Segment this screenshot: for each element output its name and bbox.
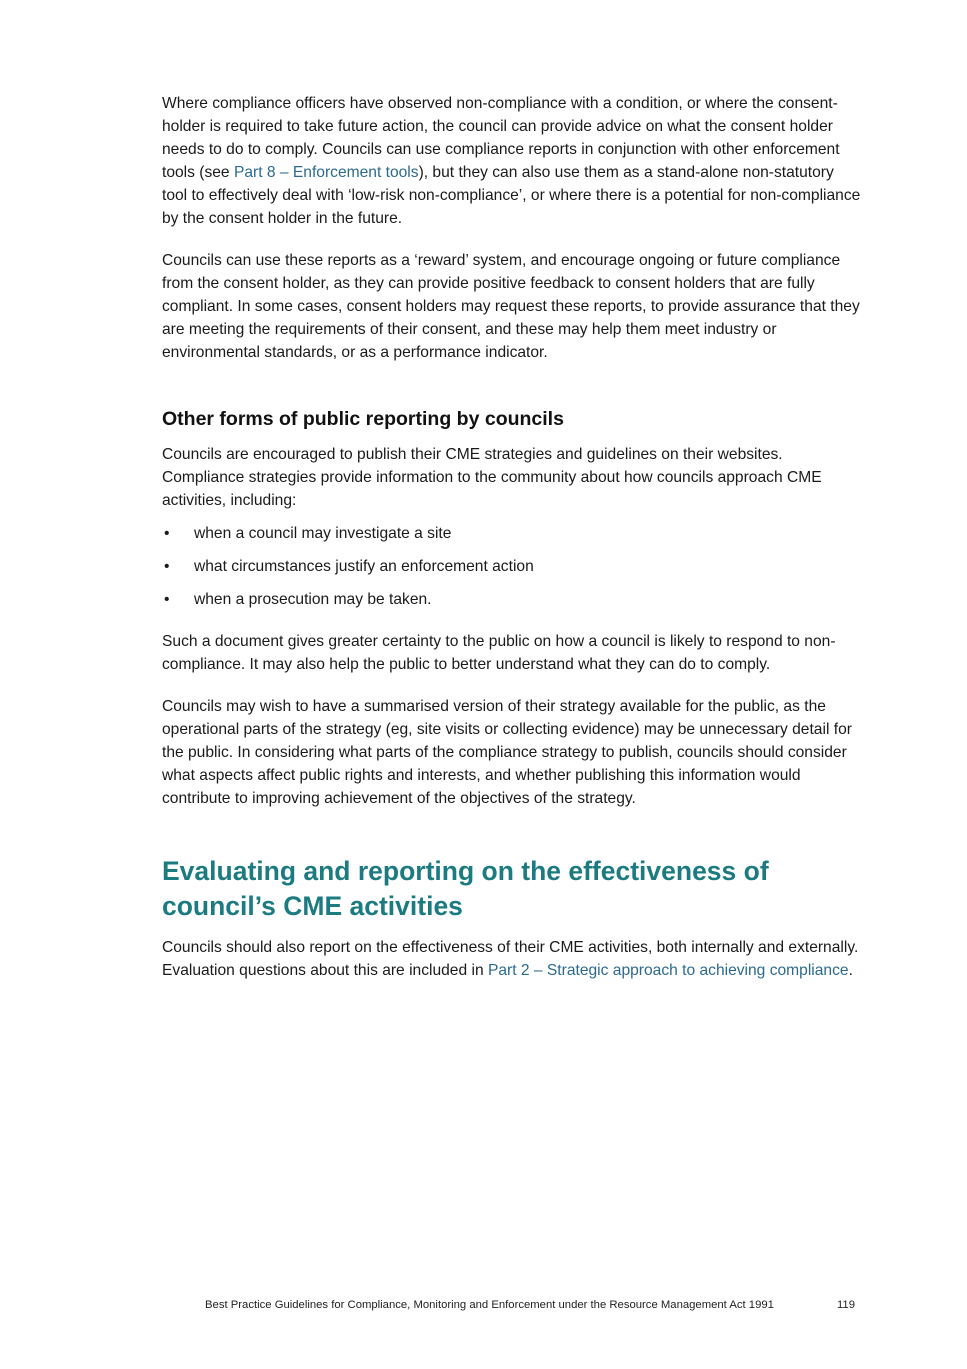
bullet-icon: • bbox=[164, 525, 170, 542]
document-page bbox=[162, 92, 862, 982]
section-heading-public-reporting: Other forms of public reporting by councils bbox=[162, 408, 564, 430]
list-item-text: when a prosecution may be taken. bbox=[194, 591, 432, 608]
list-item-text: when a council may investigate a site bbox=[194, 525, 452, 542]
paragraph-certainty: Such a document gives greater certainty to the public on how a council is likely to respond to non-compliance. It may also help the public to better understand what they can do to comply. bbox=[162, 633, 836, 673]
list-item bbox=[162, 588, 862, 611]
paragraph-text: Councils should also report on the effectiveness of their CME activities, both internally and externally. Evaluation questions about this are included in bbox=[162, 939, 859, 979]
bullet-list bbox=[162, 522, 862, 611]
link-part-8-enforcement-tools[interactable]: Part 8 – Enforcement tools bbox=[233, 164, 419, 181]
paragraph-summarised-version: Councils may wish to have a summarised version of their strategy available for the public, as the operational parts of the strategy (eg, site visits or collecting evidence) may be unnecessary detail for the public. In considering what parts of the compliance strategy to publish, councils should consider what aspects affect public rights and interests, and whether publishing this information would contribute to improving achievement of the objectives of the strategy. bbox=[162, 698, 852, 807]
page-number: 119 bbox=[836, 1299, 855, 1311]
paragraph-text: . bbox=[848, 962, 853, 979]
bullet-icon: • bbox=[164, 591, 170, 608]
paragraph-text: Where compliance officers have observed non-compliance with a condition, or where the consent-holder is required to take future action, the council can provide advice on what the consent holder needs to do to comply. Councils can use compliance reports in conjunction with other enforcement tools (see bbox=[162, 95, 840, 181]
paragraph-compliance-advice bbox=[162, 92, 862, 230]
paragraph-strategies-intro: Councils are encouraged to publish their CME strategies and guidelines on their websites. Compliance strategies provide information to the community about how councils approach CME activities, including: bbox=[162, 446, 822, 509]
bullet-icon: • bbox=[164, 558, 170, 575]
main-heading-evaluating: Evaluating and reporting on the effectiveness of council’s CME activities bbox=[162, 856, 769, 921]
paragraph-text: ), but they can also use them as a stand-alone non-statutory tool to effectively deal with ‘low-risk non-compliance’, or where there is a potential for non-compliance by the consent holder in the future. bbox=[162, 164, 861, 227]
paragraph-report-effectiveness bbox=[162, 936, 862, 982]
paragraph-reward-system: Councils can use these reports as a ‘reward’ system, and encourage ongoing or future compliance from the consent holder, as they can provide positive feedback to consent holders that are fully compliant. In some cases, consent holders may request these reports, to provide assurance that they are meeting the requirements of their consent, and these may help them meet industry or environmental standards, or as a performance indicator. bbox=[162, 252, 860, 361]
link-part-2-strategic-approach[interactable]: Part 2 – Strategic approach to achieving compliance bbox=[487, 962, 849, 979]
list-item bbox=[162, 522, 862, 545]
list-item-text: what circumstances justify an enforcement action bbox=[194, 558, 534, 575]
list-item bbox=[162, 555, 862, 578]
footer-document-title: Best Practice Guidelines for Compliance, Monitoring and Enforcement under the Resource Management Act 1991 bbox=[205, 1299, 774, 1311]
